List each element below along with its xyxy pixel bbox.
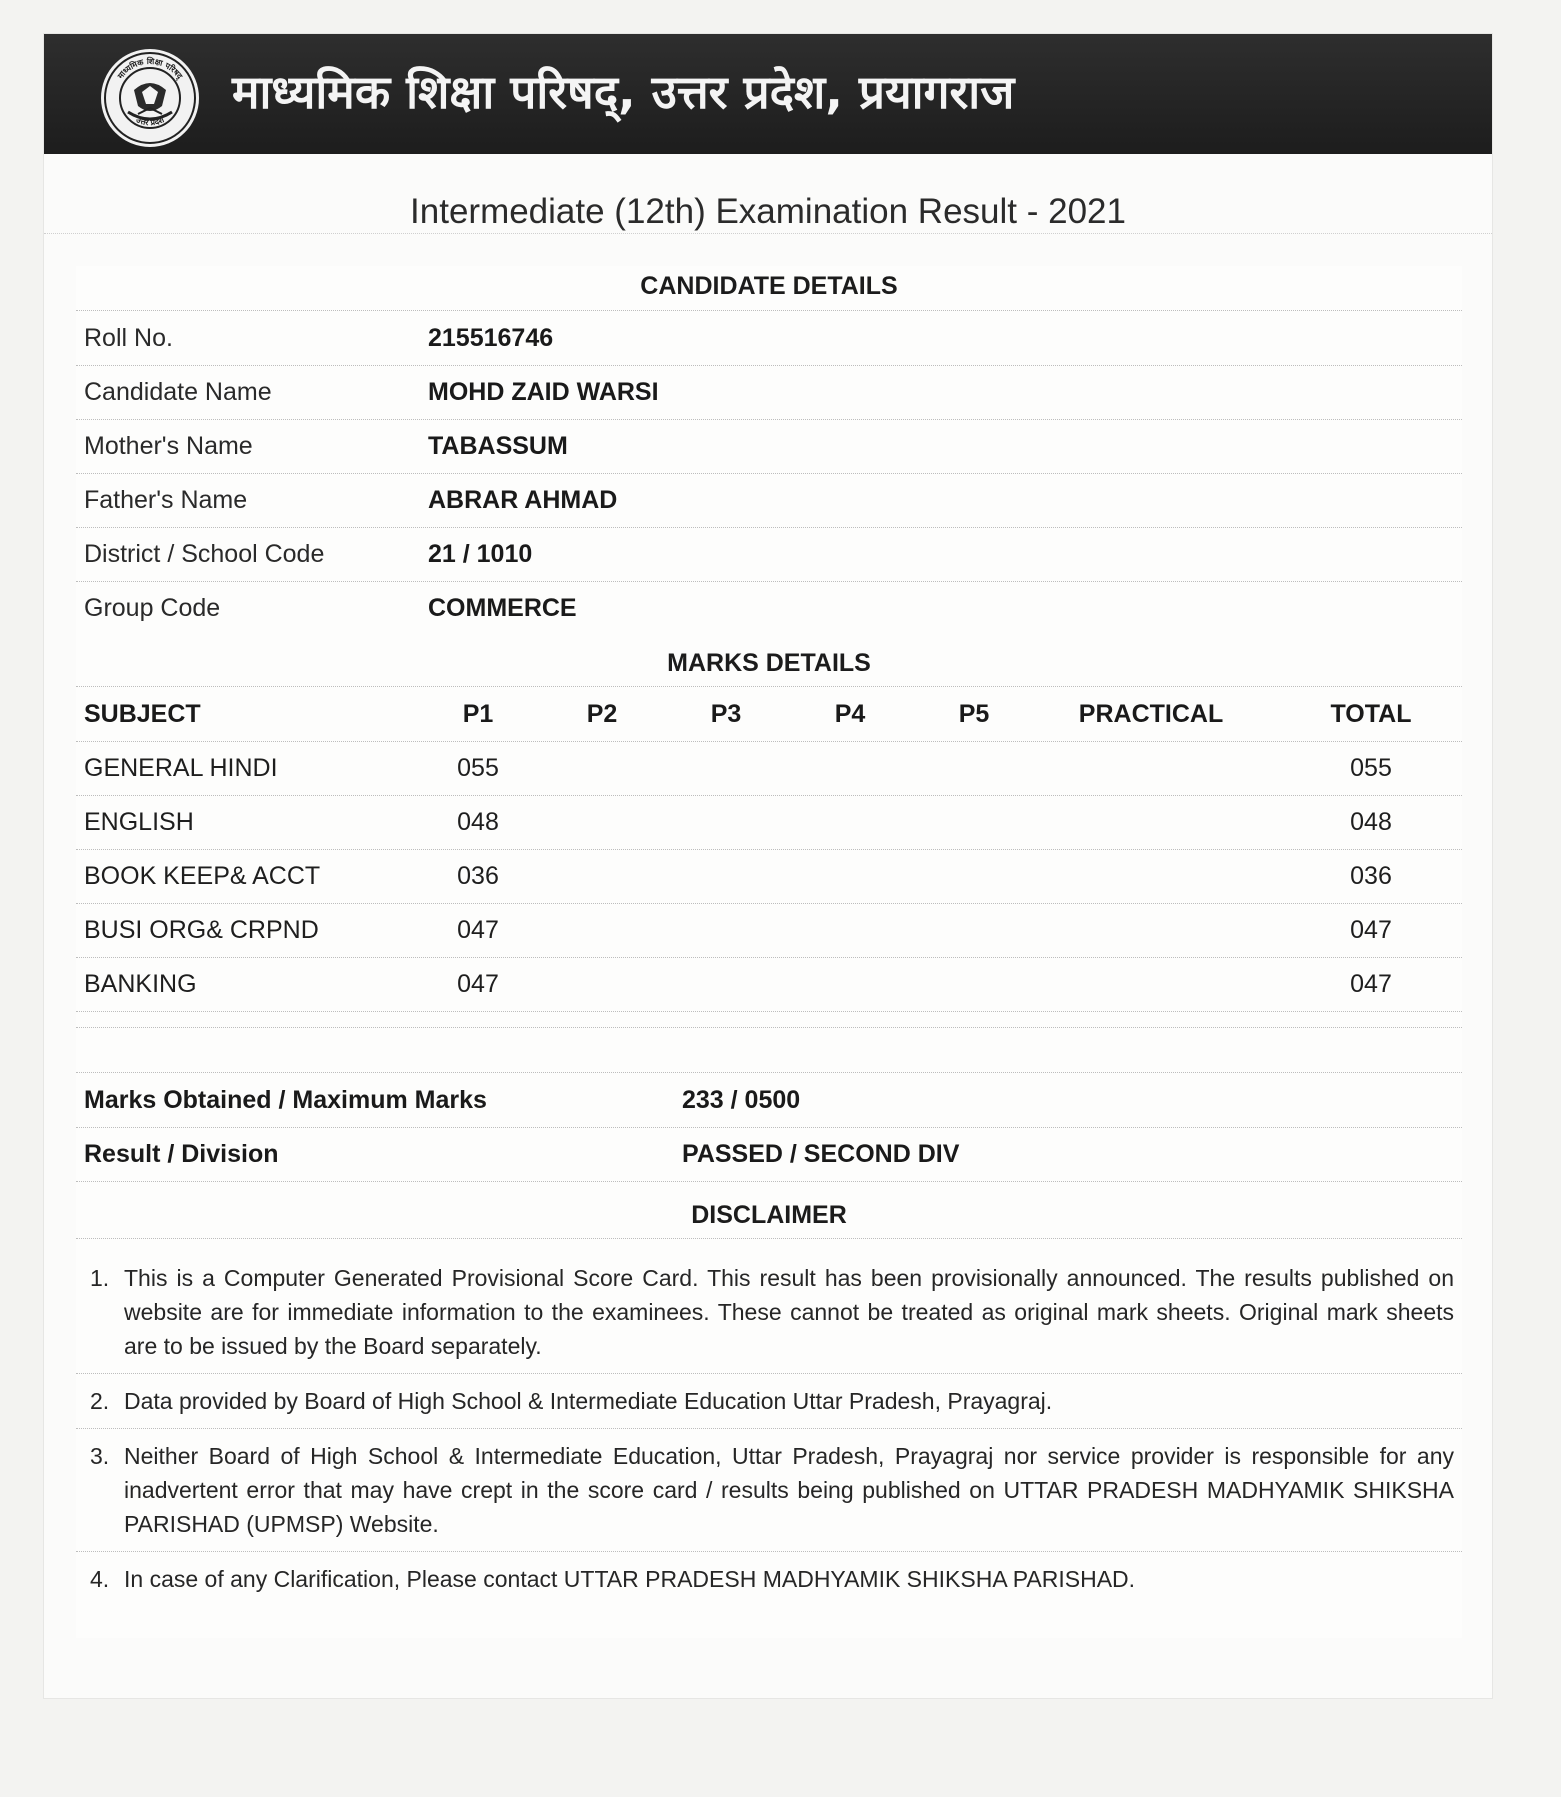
col-p2: P2	[586, 700, 618, 728]
col-p3: P3	[710, 700, 742, 728]
group-code-label: Group Code	[84, 594, 221, 622]
disclaimer-list	[76, 1251, 1462, 1606]
total-cell: 055	[1350, 754, 1392, 782]
item-number: 1.	[90, 1265, 110, 1291]
group-code-value: COMMERCE	[428, 594, 577, 622]
col-p1: P1	[462, 700, 494, 728]
spacer-row	[76, 1011, 1462, 1028]
emblem-bottom-text: उत्तर प्रदेश	[134, 115, 166, 128]
mother-name-row	[76, 419, 1462, 474]
board-emblem-icon	[98, 46, 202, 150]
table-row	[76, 741, 1462, 796]
disclaimer-heading: DISCLAIMER	[691, 1201, 847, 1229]
subject-cell: GENERAL HINDI	[84, 754, 278, 782]
subject-cell: BUSI ORG& CRPND	[84, 916, 319, 944]
board-name: माध्यमिक शिक्षा परिषद्, उत्तर प्रदेश, प्रयागराज	[232, 65, 1015, 119]
father-name-row	[76, 473, 1462, 528]
p1-cell: 055	[457, 754, 499, 782]
roll-no-label: Roll No.	[84, 324, 173, 352]
marks-obtained-value: 233 / 0500	[682, 1086, 801, 1114]
marks-obtained-label: Marks Obtained / Maximum Marks	[84, 1086, 487, 1114]
marks-obtained-row	[76, 1073, 1462, 1128]
table-row	[76, 957, 1462, 1012]
col-p5: P5	[958, 700, 990, 728]
candidate-name-value: MOHD ZAID WARSI	[428, 378, 659, 406]
item-text: Neither Board of High School & Intermediate Education, Uttar Pradesh, Prayagraj nor service provider is responsible for any inadvertent error that may have crept in the score card / results being published on UTTAR PRADESH MADHYAMIK SHIKSHA PARISHAD (UPMSP) Website.	[124, 1443, 1454, 1537]
father-name-value: ABRAR AHMAD	[428, 486, 618, 514]
result-division-label: Result / Division	[84, 1140, 279, 1168]
marks-table-header	[76, 687, 1462, 742]
result-division-value: PASSED / SECOND DIV	[682, 1140, 960, 1168]
candidate-name-label: Candidate Name	[84, 378, 272, 406]
list-item	[76, 1552, 1462, 1606]
table-row	[76, 849, 1462, 904]
p1-cell: 036	[457, 862, 499, 890]
result-division-row	[76, 1127, 1462, 1182]
title-divider	[44, 233, 1492, 234]
candidate-name-row	[76, 365, 1462, 420]
col-practical: PRACTICAL	[1078, 700, 1224, 728]
mother-name-label: Mother's Name	[84, 432, 253, 460]
subject-cell: BOOK KEEP& ACCT	[84, 862, 321, 890]
divider	[76, 1238, 1462, 1239]
district-school-code-row	[76, 527, 1462, 582]
roll-no-value: 215516746	[428, 324, 554, 352]
district-school-code-value: 21 / 1010	[428, 540, 533, 568]
p1-cell: 048	[457, 808, 499, 836]
mother-name-value: TABASSUM	[428, 432, 568, 460]
group-code-row	[76, 581, 1462, 635]
list-item	[76, 1374, 1462, 1429]
total-cell: 047	[1350, 970, 1392, 998]
marks-details-heading: MARKS DETAILS	[667, 649, 871, 677]
father-name-label: Father's Name	[84, 486, 248, 514]
result-sheet	[44, 34, 1492, 1698]
item-number: 4.	[90, 1566, 110, 1592]
district-school-code-label: District / School Code	[84, 540, 325, 568]
subject-cell: ENGLISH	[84, 808, 194, 836]
total-cell: 047	[1350, 916, 1392, 944]
p1-cell: 047	[457, 916, 499, 944]
roll-no-row	[76, 311, 1462, 366]
col-total: TOTAL	[1330, 700, 1412, 728]
total-cell: 048	[1350, 808, 1392, 836]
table-row	[76, 795, 1462, 850]
item-number: 3.	[90, 1443, 110, 1469]
item-text: In case of any Clarification, Please contact UTTAR PRADESH MADHYAMIK SHIKSHA PARISHAD.	[124, 1566, 1136, 1592]
list-item	[76, 1251, 1462, 1374]
subject-cell: BANKING	[84, 970, 197, 998]
total-cell: 036	[1350, 862, 1392, 890]
candidate-details-heading: CANDIDATE DETAILS	[640, 272, 898, 300]
table-row	[76, 903, 1462, 958]
p1-cell: 047	[457, 970, 499, 998]
item-text: Data provided by Board of High School & Intermediate Education Uttar Pradesh, Prayagraj.	[124, 1388, 1053, 1414]
result-panel	[76, 266, 1462, 1638]
item-number: 2.	[90, 1388, 110, 1414]
emblem-top-text: माध्यमिक शिक्षा परिषद्	[115, 56, 185, 81]
list-item	[76, 1429, 1462, 1552]
spacer-row	[76, 1028, 1462, 1073]
exam-title: Intermediate (12th) Examination Result - 2021	[410, 192, 1126, 231]
col-subject: SUBJECT	[84, 700, 201, 728]
board-header	[44, 34, 1492, 154]
col-p4: P4	[834, 700, 866, 728]
item-text: This is a Computer Generated Provisional Score Card. This result has been provisionally announced. The results published on website are for immediate information to the examinees. These cannot be treated as original mark sheets. Original mark sheets are to be issued by the Board separately.	[124, 1265, 1454, 1359]
